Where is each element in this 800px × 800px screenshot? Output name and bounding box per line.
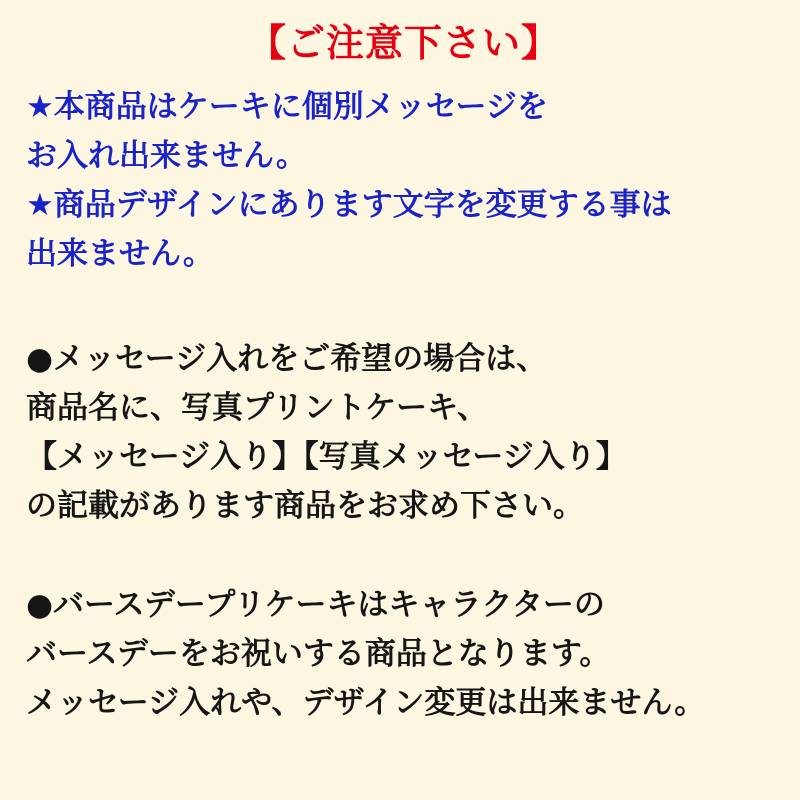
notice-line: ★本商品はケーキに個別メッセージを (26, 89, 548, 126)
notice-line: 出来ません。 (26, 236, 214, 273)
notice-line: メッセージ入れや、デザイン変更は出来ません。 (26, 684, 706, 721)
notice-line: お入れ出来ません。 (26, 138, 307, 175)
notice-line: 商品名に、写真プリントケーキ、 (26, 390, 488, 427)
block-spacer (26, 279, 782, 335)
notice-line: ●メッセージ入れをご希望の場合は、 (26, 341, 548, 378)
blue-warning-block (26, 83, 782, 279)
notice-line: ★商品デザインにあります文字を変更する事は (26, 187, 672, 224)
notice-line: 【メッセージ入り】【写真メッセージ入り】 (26, 439, 627, 476)
block-spacer (26, 531, 782, 581)
notice-line: の記載があります商品をお求め下さい。 (26, 488, 584, 525)
notice-line: バースデーをお祝いする商品となります。 (26, 636, 611, 673)
notice-line: ●バースデープリケーキはキャラクターの (26, 587, 605, 624)
message-request-block (26, 335, 782, 531)
birthday-cake-block (26, 581, 782, 728)
page-title: 【ご注意下さい】 (247, 21, 560, 65)
